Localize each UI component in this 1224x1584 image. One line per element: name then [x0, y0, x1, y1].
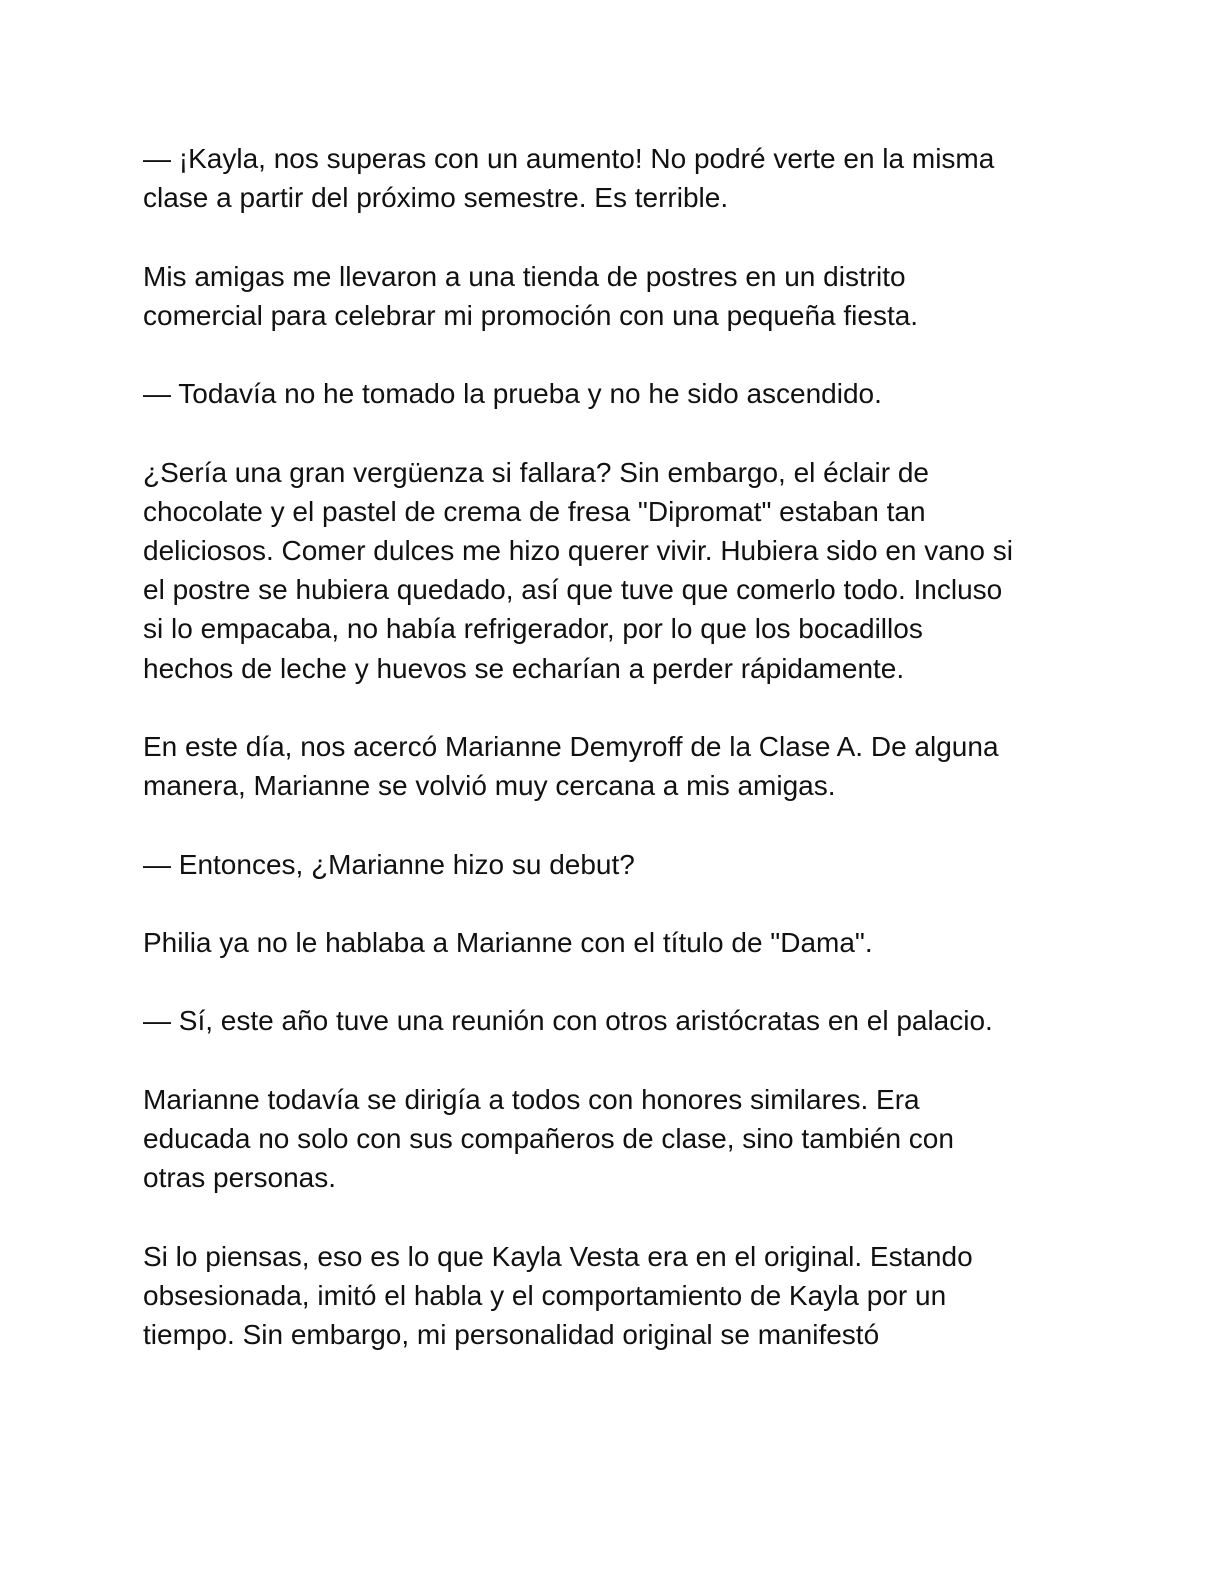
paragraph-8: — Sí, este año tuve una reunión con otros aristócratas en el palacio. — [143, 1005, 993, 1037]
paragraph-6: — Entonces, ¿Marianne hizo su debut? — [143, 848, 635, 880]
paragraph-10: Si lo piensas, eso es lo que Kayla Vesta era en el original. Estando obsesionada, imitó el habla y el comportamiento de Kayla por un tiempo. Sin embargo, mi personalidad original se manifestó — [143, 1240, 973, 1350]
paragraph-1: — ¡Kayla, nos superas con un aumento! No podré verte en la misma clase a partir del próximo semestre. Es terrible. — [143, 143, 995, 214]
paragraph-4: ¿Sería una gran vergüenza si fallara? Sin embargo, el éclair de chocolate y el pastel de crema de fresa "Dipromat" estaban tan deliciosos. Comer dulces me hizo querer vivir. Hubiera sido en vano si el postre se hubiera quedado, así que tuve que comerlo todo. Incluso si lo empacaba, no había refrigerador, por lo que los bocadillos hechos de leche y huevos se echarían a perder rápidamente. — [143, 456, 1013, 684]
document-page — [143, 139, 1073, 1393]
paragraph-2: Mis amigas me llevaron a una tienda de postres en un distrito comercial para celebrar mi promoción con una pequeña fiesta. — [143, 260, 919, 331]
paragraph-7: Philia ya no le hablaba a Marianne con el título de "Dama". — [143, 926, 873, 958]
paragraph-3: — Todavía no he tomado la prueba y no he sido ascendido. — [143, 378, 882, 410]
paragraph-9: Marianne todavía se dirigía a todos con honores similares. Era educada no solo con sus compañeros de clase, sino también con otras personas. — [143, 1083, 954, 1194]
paragraph-5: En este día, nos acercó Marianne Demyroff de la Clase A. De alguna manera, Marianne se volvió muy cercana a mis amigas. — [143, 730, 999, 802]
